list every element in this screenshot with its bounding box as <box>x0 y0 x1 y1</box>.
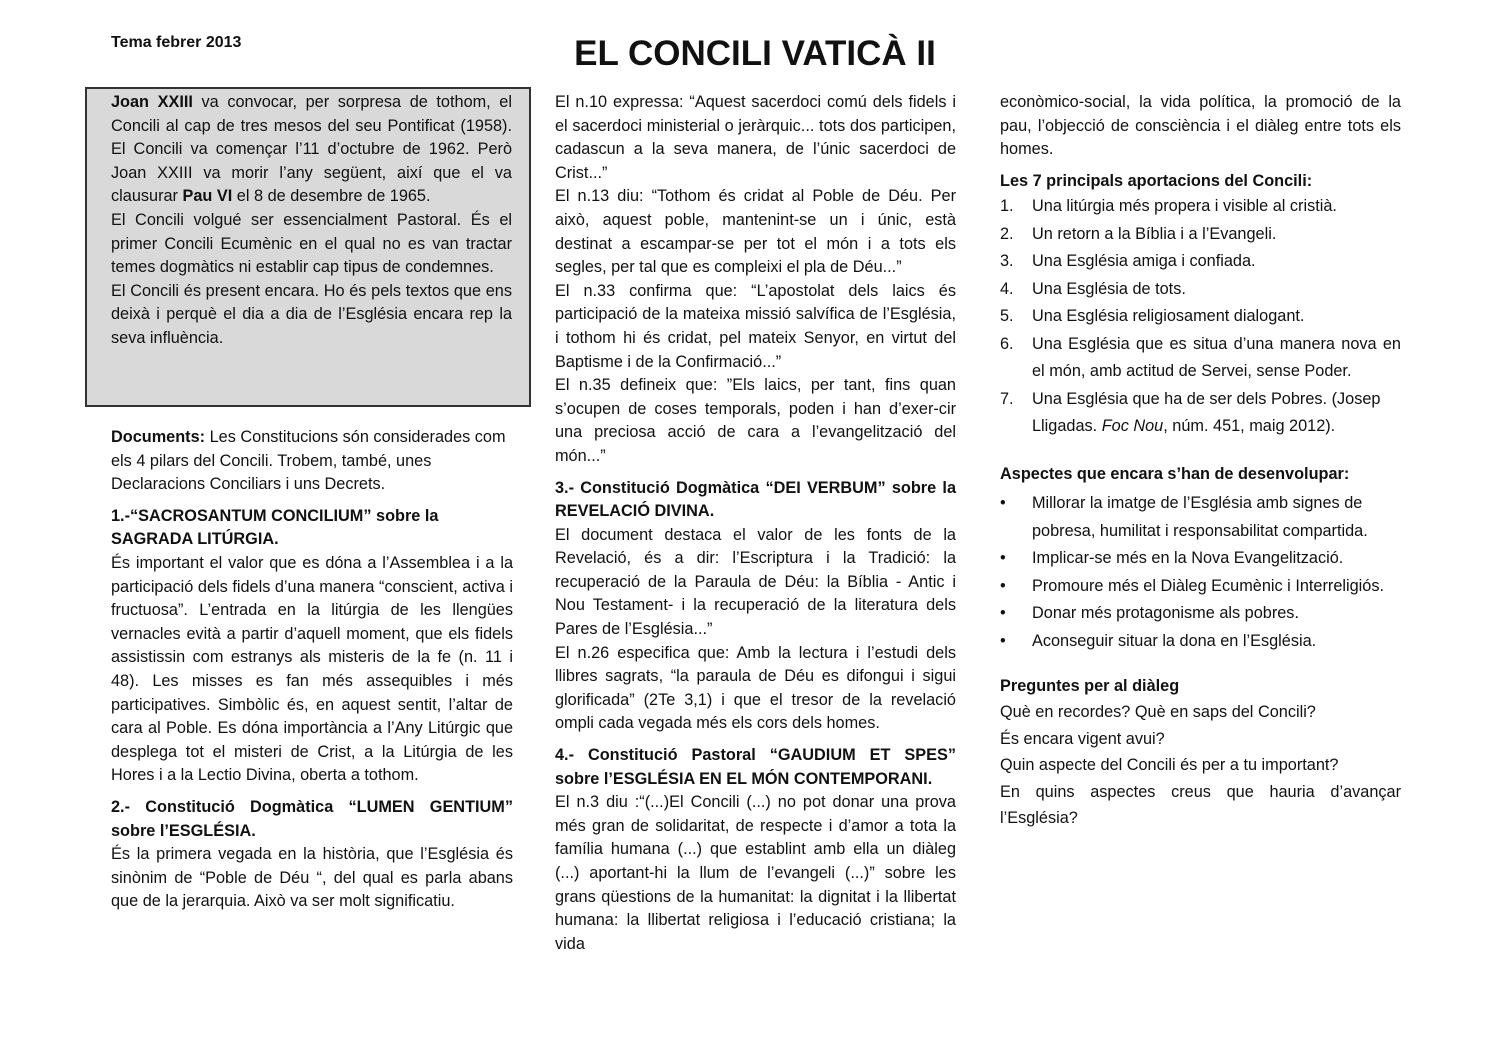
pending-aspects-heading: Aspectes que encara s’han de desenvolupar: <box>1000 464 1350 483</box>
section-3-n26: El n.26 especifica que: Amb la lectura i l’estudi dels llibres sagrats, “la paraula de Déu es difongui i sigui glorificada” (2Te 3,1) i que el tresor de la revelació ompli cada vegada més els cors dels homes. <box>555 643 956 733</box>
section-2-n10: El n.10 expressa: “Aquest sacerdoci comú dels fidels i el sacerdoci ministerial o jeràrquic... tots dos participen, cadascun a la seva manera, de l’únic sacerdoci de Crist...” <box>555 93 956 182</box>
column-1 <box>111 426 513 914</box>
pending-aspects-list <box>1000 490 1401 655</box>
section-4-body-part2: econòmico-social, la vida política, la promoció de la pau, l’objecció de consciència i el diàleg entre tots els homes. <box>1000 93 1401 159</box>
section-3-heading: 3.- Constitució Dogmàtica “DEI VERBUM” sobre la REVELACIÓ DIVINA. <box>555 478 956 521</box>
section-4-heading: 4.- Constitució Pastoral “GAUDIUM ET SPES” sobre l’ESGLÉSIA EN EL MÓN CONTEMPORANI. <box>555 746 956 788</box>
intro-paragraph-2: El Concili volgué ser essencialment Pastoral. És el primer Concili Ecumènic en el qual no es van tractar temes dogmàtics ni establir cap tipus de condemnes. <box>111 210 512 277</box>
column-3 <box>1000 91 1401 832</box>
list-item: • Promoure més el Diàleg Ecumènic i Interreligiós. <box>1000 573 1401 601</box>
list-item: 2. Un retorn a la Bíblia i a l’Evangeli. <box>1000 224 1277 243</box>
list-item: • Donar més protagonisme als pobres. <box>1000 600 1401 628</box>
pope-paul-vi: Pau VI <box>182 187 233 206</box>
section-2-n35: El n.35 defineix que: ”Els laics, per tant, fins quan s’ocupen de coses temporals, poden i han d’exer-cir una preciosa acció de cara a l’evangelització del món...” <box>555 376 956 465</box>
documents-paragraph: Documents: Les Constitucions són considerades com els 4 pilars del Concili. Trobem, també, unes Declaracions Conciliars i uns Decrets. <box>111 428 506 494</box>
list-item: • Aconseguir situar la dona en l’Església. <box>1000 628 1401 656</box>
intro-paragraph-1: Joan XXIII va convocar, per sorpresa de tothom, el Concili al cap de tres mesos del seu Pontificat (1958). El Concili va començar l’11 d’octubre de 1962. Però Joan XXIII va morir l’any següent, així que el va clausurar Pau VI el 8 de desembre de 1965. <box>111 93 512 206</box>
section-3-body: El document destaca el valor de les fonts de la Revelació, és a dir: l’Escriptura i la Tradició: la recuperació de la Paraula de Déu: la Bíblia - Antic i Nou Testament- i la recuperació de la literatura dels Pares de l’Església...” <box>555 525 956 639</box>
list-item: • Millorar la imatge de l’Església amb signes de pobresa, humilitat i responsabilitat compartida. <box>1000 490 1401 545</box>
contributions-heading: Les 7 principals aportacions del Concili: <box>1000 171 1313 190</box>
list-item: 6. Una Església que es situa d’una manera nova en el món, amb actitud de Servei, sense Poder. <box>1000 334 1401 381</box>
contributions-list <box>1000 193 1401 441</box>
question-item: En quins aspectes creus que hauria d’avançar l’Església? <box>1000 782 1401 828</box>
section-4-body-part1: El n.3 diu :“(...)El Concili (...) no pot donar una prova més gran de solidaritat, de respecte i d’amor a tota la família humana (...) que establint amb ella un diàleg (...) aportant-hi la llum de l’evangeli (...)” sobre les grans qüestions de la humanitat: la dignitat i la llibertat humana: la llibertat religiosa i l’educació cristiana; la vida <box>555 793 956 953</box>
topic-date: Tema febrer 2013 <box>111 34 242 51</box>
list-item: 7. Una Església que ha de ser dels Pobres. (Josep Lligadas. Foc Nou, núm. 451, maig 2012). <box>1000 389 1381 436</box>
intro-box-text <box>111 91 512 351</box>
section-2-heading: 2.- Constitució Dogmàtica “LUMEN GENTIUM” sobre l’ESGLÉSIA. <box>111 797 513 840</box>
bullet-icon: • <box>1000 631 1006 650</box>
question-item: Què en recordes? Què en saps del Concili? <box>1000 703 1316 722</box>
intro-paragraph-3: El Concili és present encara. Ho és pels textos que ens deixà i perquè el dia a dia de l’Església encara rep la seva influència. <box>111 281 512 347</box>
section-2-body: És la primera vegada en la història, que l’Església és sinònim de “Poble de Déu “, del qual es parla abans que de la jerarquia. Això va ser molt significatiu. <box>111 845 513 911</box>
page-title: EL CONCILI VATICÀ II <box>574 34 936 73</box>
list-item: 3. Una Església amiga i confiada. <box>1000 252 1256 271</box>
pope-john-xxiii: Joan XXIII <box>111 93 193 111</box>
bullet-icon: • <box>1000 494 1006 513</box>
column-2 <box>555 91 956 956</box>
bullet-icon: • <box>1000 549 1006 568</box>
bullet-icon: • <box>1000 576 1006 595</box>
questions-heading: Preguntes per al diàleg <box>1000 677 1180 696</box>
section-1-body: És important el valor que es dóna a l’Assemblea i a la participació dels fidels d’una manera “conscient, activa i fructuosa”. L’entrada en la litúrgia de les llengües vernacles evità a partir d’aquell moment, que els fidels assistissin com estranys als misteris de la fe (n. 11 i 48). Les misses es fan més assequibles i més participatives. Simbòlic és, en aquest sentit, l’altar de cara al Poble. Es dóna importància a l’Any Litúrgic que desplega tot el misteri de Crist, a la Litúrgia de les Hores i a la Lectio Divina, oberta a tothom. <box>111 553 513 785</box>
list-item: 1. Una litúrgia més propera i visible al cristià. <box>1000 197 1337 216</box>
section-2-n33: El n.33 confirma que: “L’apostolat dels laics és participació de la mateixa missió salvífica de l’Església, i tothom hi és cridat, pel mateix Senyor, en virtut del Baptisme i de la Confirmació...” <box>555 281 956 371</box>
section-1-heading: 1.-“SACROSANTUM CONCILIUM” sobre la SAGRADA LITÚRGIA. <box>111 506 439 549</box>
list-item: • Implicar-se més en la Nova Evangelització. <box>1000 545 1401 573</box>
section-2-n13: El n.13 diu: “Tothom és cridat al Poble de Déu. Per això, aquest poble, mantenint-se un i únic, està destinat a escampar-se per tot el món i a tots els segles, per tal que es compleixi el pla de Déu...” <box>555 187 956 277</box>
publication-title: Foc Nou <box>1101 417 1164 436</box>
list-item: 5. Una Església religiosament dialogant. <box>1000 307 1305 326</box>
question-item: Quin aspecte del Concili és per a tu important? <box>1000 756 1339 775</box>
list-item: 4. Una Església de tots. <box>1000 279 1186 298</box>
bullet-icon: • <box>1000 604 1006 623</box>
question-item: És encara vigent avui? <box>1000 729 1165 748</box>
